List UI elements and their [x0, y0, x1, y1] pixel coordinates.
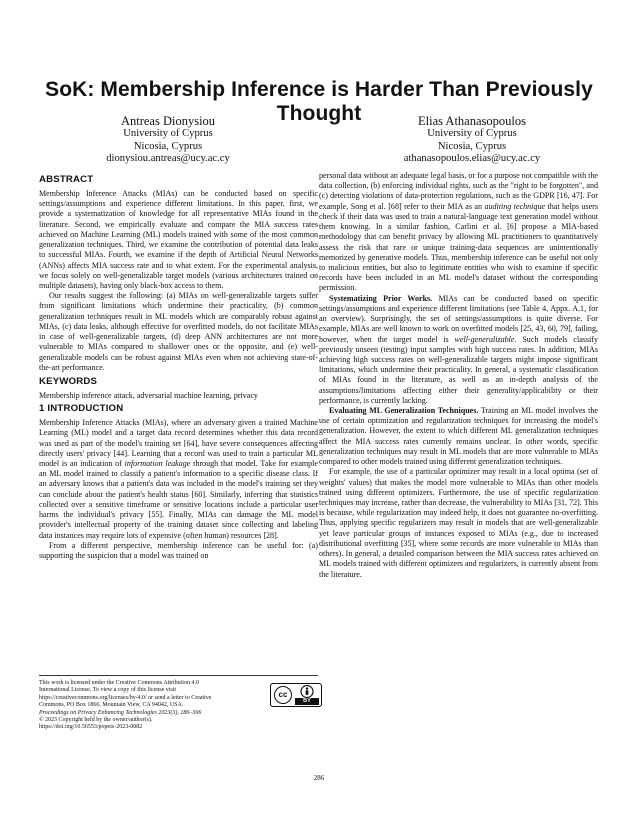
author-affiliation: University of Cyprus [427, 128, 517, 139]
author-email: athanasopoulos.elias@ucy.ac.cy [403, 153, 541, 165]
by-label: BY [295, 698, 319, 705]
paper-title: SoK: Membership Inference is Harder Than Previously Thought [45, 78, 593, 125]
license-text: This work is licensed under the Creative Commons Attribution 4.0 International License. To view a copy of this license visit https://creativecommons.org/licenses/by/4.0/ or send a letter to Creative Commons, PO Box 1866, Mountain View, CA 94042, USA. [39, 680, 212, 709]
cc-by-badge [270, 683, 322, 707]
author-name: Antreas Dionysiou [120, 114, 216, 128]
person-icon [296, 685, 318, 698]
license-footnote [39, 675, 318, 732]
copyright-line: © 2023 Copyright held by the owner/author(s). [39, 717, 153, 724]
runin-heading: Evaluating ML Generalization Techniques. [329, 406, 479, 416]
author-block-2 [352, 114, 592, 166]
abstract-paragraph-2: Our results suggest the following: (a) MIAs on well-generalizable targets suffer from significant limitations which undermine their practicality, (b) common generalization techniques result in ML models which are comparably robust against MIAs, (c) data leaks, although effective for overfitted models, do not facilitate MIAs in case of well-generalizable targets, (d) deep ANN architectures are not more vulnerable to MIAs compared to shallower ones or the opposite, and (e) well-generalizable models can be robust against MIAs even when not achieving state-of-the-art performance. [39, 291, 318, 372]
author-block-1 [48, 114, 288, 166]
example-paragraph: For example, the use of a particular optimizer may result in a local optima (set of weights' values) that makes the model more vulnerable to MIAs than other models trained using different optimizers. Furthermore, the use of specific regularization techniques may increase, rather than decrease, the vulnerability to MIAs [31, 72]. This is because, while regularization may indeed help, it does not guarantee no-overfitting. Thus, applying specific regularizers may result in models that are well-generalizable yet leave particular groups of instances exposed to MIAs (e.g., due to increased distributional overfitting [35], where some records are more vulnerable to MIAs than others). In general, a detailed comparison between the MIA success rates achieved on ML models trained with different optimizers and regularizers, is currently absent from the literature. [319, 467, 598, 579]
proceedings-line: Proceedings on Privacy Enhancing Technologies 2023(3), 286–306 [39, 709, 202, 716]
doi-link[interactable]: https://doi.org/10.56553/popets-2023-0082 [39, 724, 143, 731]
intro-paragraph-2: From a different perspective, membership inference can be useful for: (a) supporting the suspicion that a model was trained on [39, 540, 318, 560]
author-email: dionysiou.antreas@ucy.ac.cy [106, 153, 230, 165]
author-name: Elias Athanasopoulos [418, 114, 526, 128]
evaluating-paragraph: Evaluating ML Generalization Techniques. Training an ML model involves the use of certain optimization and regularization techniques for increasing the model's generalization. However, the extent to which different ML generalization techniques affect the MIA success rates currently remains unclear. In other words, specific generalization techniques may result in ML models that are more vulnerable to MIAs compared to other models trained using different generalization techniques. [319, 406, 598, 467]
abstract-heading: ABSTRACT [39, 174, 94, 185]
keywords-heading: KEYWORDS [39, 375, 98, 387]
left-column [39, 172, 318, 561]
intro-paragraph-1: Membership Inference Attacks (MIAs), where an adversary given a trained Machine Learning (ML) model and a target data record determines whether this data record was used as part of the model's training set [64], have severe consequences affecting directly users' privacy [44]. Learning that a record was used to train a particular ML model is an indication of information leakage through that model. Take for example an ML model trained to classify a patient's information to a specific disease class. If an adversary knows that a patient's data was included in the model's training set they can conclude about the patient's health status [60]. Similarly, inferring that statistics collected over a sensitive timeframe or sensitive locations include a particular user harms the individual's privacy [55]. Finally, MIAs can damage the ML model provider's intellectual property of the training dataset since collecting and labeling data instances may require lots of expensive (often human) resources [28]. [39, 418, 318, 540]
right-paragraph-1: personal data without an adequate legal basis, or for a purpose not compatible with the data collection, (b) enforcing individual rights, such as the "right to be forgotten", and (c) detecting violations of data-protection regulations, such as the GDPR [16, 47]. For example, Song et al. [68] refer to their MIA as an auditing technique that helps users check if their data was used to train a natural-language text generation model without them knowing. In a similar fashion, Carlini et al. [6] propose a MIA-based methodology that can benefit privacy by allowing ML practitioners to quantitatively assess the risk that rare or unique training-data sequences are unintentionally memorized by generative models. Thus, membership inference can be useful not only to malicious entities, but also to legitimate entities who wish to examine if specific records have been included in an ML model's dataset without the corresponding permission. [319, 171, 598, 293]
introduction-heading: 1 INTRODUCTION [39, 403, 124, 415]
author-location: Nicosia, Cyprus [437, 140, 507, 152]
right-column [319, 171, 598, 580]
abstract-paragraph-1: Membership Inference Attacks (MIAs) can be conducted based on specific settings/assumptions and experience different limitations. In this paper, first, we provide a systematization of knowledge for all representative MIAs found in the literature. Second, we empirically evaluate and compare the MIA success rates achieved on Machine Learning (ML) models trained with some of the most common generalization techniques. Third, we examine the contribution of potential data leaks to successful MIAs. Fourth, we examine if the depth of Artificial Neural Networks (ANNs) affects MIA success rate and to what extent. For the experimental analysis, we focus solely on well-generalizable target models (various architectures trained on multiple datasets), having only black-box access to them. [39, 189, 318, 290]
keywords-text: Membership inference attack, adversarial machine learning, privacy [39, 390, 258, 400]
runin-heading: Systematizing Prior Works. [329, 293, 433, 303]
page-number: 286 [313, 774, 325, 782]
creative-commons-icon: cc [274, 686, 292, 704]
systematizing-paragraph: Systematizing Prior Works. MIAs can be conducted based on specific settings/assumptions and experience different limitations (see Table 4, Appx. A.1, for an overview). Surprisingly, the set of settings/assumptions is quite diverse. For example, MIAs are well known to work on overfitted models [25, 43, 60, 79], failing, however, when the target model is well-generalizable. Such models classify previously unseen (testing) input samples with high success rates. In addition, MIAs achieving high success rates on well-generalizable targets might impose significant limitations, which undermine their practicality. In general, a systematic classification of MIAs found in the literature, as well as an in-depth analysis of the assumptions/limitations affecting either their generality/applicability or their performance, is currently lacking. [319, 293, 599, 405]
author-affiliation: University of Cyprus [123, 128, 213, 139]
author-location: Nicosia, Cyprus [133, 140, 203, 152]
